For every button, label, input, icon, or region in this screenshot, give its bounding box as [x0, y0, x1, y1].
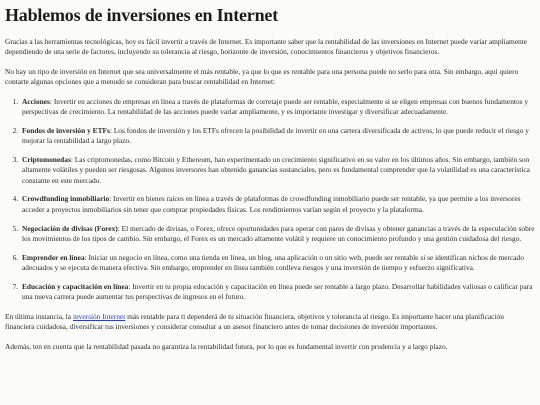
list-item	[20, 224, 535, 245]
item-text: : Invertir en bienes raíces en línea a través de plataformas de crowdfunding inmobiliario puede ser rentable, ya que permite a los inversores acceder a proyectos inmobiliarios sin tener que comprar propiedades físicas. Los rendimientos varían según el proyecto y la plataforma.	[22, 194, 521, 214]
list-item	[20, 97, 535, 118]
list-item	[20, 253, 535, 274]
item-text: : Iniciar un negocio en línea, como una tienda en línea, un blog, una aplicación o un sitio web, puede ser rentable si se identifican nichos de mercado adecuados y se ejecuta de manera efectiva. Sin embargo, emprender en línea también conlleva riesgos y una inversión de tiempo y esfuerzo significativa.	[22, 252, 524, 273]
list-item	[20, 282, 535, 303]
conclusion-after: más rentable para ti dependerá de tu situación financiera, objetivos y tolerancia al riesgo. Es importante hacer una planificación financiera cuidadosa, diversificar tus inversiones y considerar consultar a un asesor financiero antes de tomar decisiones de inversión importantes.	[5, 311, 504, 332]
item-text: : Invertir en tu propia educación y capacitación en línea puede ser rentable a largo plazo. Desarrollar habilidades valiosas o calificar para una nueva carrera puede aumentar tus perspectivas de ingresos en el futuro.	[22, 281, 533, 302]
list-item	[20, 126, 535, 147]
item-text: : Los fondos de inversión y los ETFs ofrecen la posibilidad de invertir en una cartera diversificada de activos, lo que puede reducir el riesgo y mejorar la rentabilidad a largo plazo.	[22, 125, 529, 146]
item-term: Negociación de divisas (Forex)	[22, 223, 118, 233]
lead-paragraph: No hay un tipo de inversión en Internet que sea universalmente el más rentable, ya que lo que es rentable para una persona puede no serlo para otra. Sin embargo, aquí quiero contarte algunas opciones que a menudo se consideran para buscar rentabilidad en Internet:	[5, 66, 519, 87]
item-term: Crowdfunding inmobiliario	[22, 194, 110, 204]
item-text: : Las criptomonedas, como Bitcoin y Ethereum, han experimentado un crecimiento significativo en su valor en los últimos años. Sin embargo, también son altamente volátiles y pueden ser riesgosas. Algunos inversores han obtenido ganancias sustanciales, pero es fundamental comprender que la volatilidad es una característica constante en este mercado.	[22, 154, 530, 185]
item-term: Criptomonedas	[22, 154, 71, 164]
list-item	[20, 155, 535, 187]
item-text: : Invertir en acciones de empresas en línea a través de plataformas de corretaje puede ser rentable, especialmente si se eligen empresas con buenos fundamentos y perspectivas de crecimiento. La rentabilidad de las acciones puede variar ampliamente, y es importante investigar y diversificar adecuadamente.	[22, 96, 529, 117]
closing-paragraph: Además, ten en cuenta que la rentabilidad pasada no garantiza la rentabilidad futura, por lo que es fundamental invertir con prudencia y a largo plazo.	[5, 341, 448, 351]
intro-paragraph: Gracias a las herramientas tecnológicas, hoy es fácil invertir a través de Internet. Es importante saber que la rentabilidad de las inversiones en Internet puede variar ampliamente dependiendo de una serie de factores, incluyendo su tolerancia al riesgo, horizonte de inversión, conocimientos financieros y objetivos financieros.	[5, 36, 528, 57]
item-text: : El mercado de divisas, o Forex, ofrece oportunidades para operar con pares de divisas y obtener ganancias a través de la especulación sobre los movimientos de los tipos de cambio. Sin embargo, el Forex es un mercado altamente volátil y requiere un conocimiento profundo y una gestión cuidadosa del riesgo.	[22, 223, 535, 244]
list-item	[20, 194, 535, 215]
conclusion-before: En última instancia, la	[5, 311, 73, 321]
item-term: Educación y capacitación en línea	[22, 281, 129, 291]
conclusion-paragraph	[5, 312, 535, 333]
item-term: Fondos de inversión y ETFs	[22, 125, 110, 135]
inversion-internet-link[interactable]: inversión Internet	[72, 311, 126, 321]
item-term: Emprender en línea	[22, 252, 85, 262]
page-title: Hablemos de inversiones en Internet	[5, 5, 278, 25]
investment-options-list	[5, 97, 535, 303]
item-term: Acciones	[22, 96, 50, 106]
